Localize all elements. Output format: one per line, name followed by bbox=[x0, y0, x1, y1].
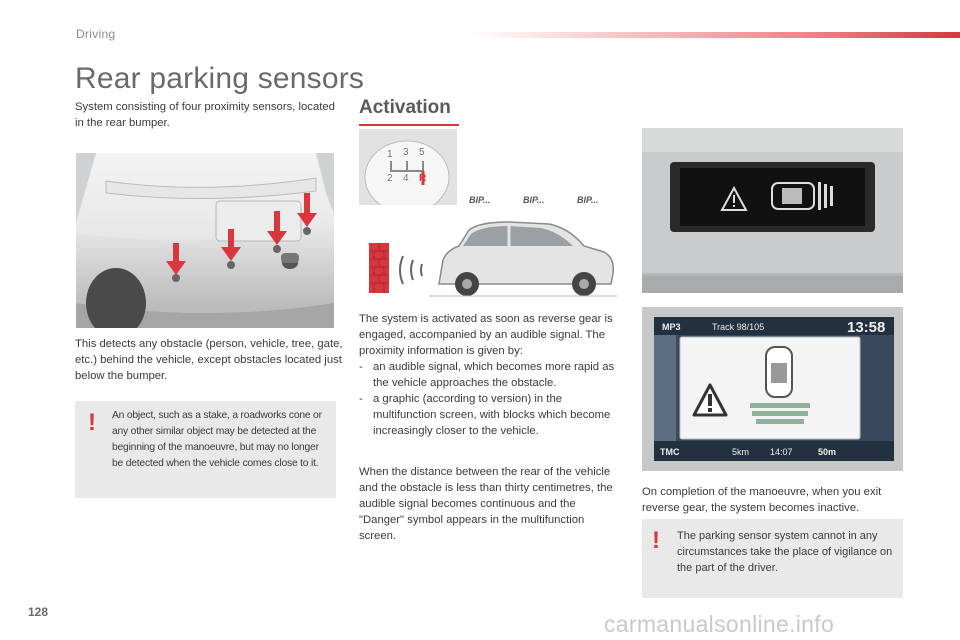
screen-track: Track 98/105 bbox=[712, 322, 765, 332]
bullet-item bbox=[359, 359, 621, 391]
completion-paragraph: On completion of the manoeuvre, when you exit reverse gear, the system becomes inactive. bbox=[642, 486, 882, 514]
intro-paragraph: System consisting of four proximity sensors, located in the rear bumper. bbox=[75, 101, 335, 129]
bullet-item bbox=[359, 391, 621, 439]
section-heading-activation: Activation bbox=[359, 97, 451, 118]
dashboard-screen-illustration bbox=[642, 128, 903, 293]
screen-source: MP3 bbox=[662, 322, 681, 332]
bullet-text: a graphic (according to version) in the multifunction screen, with blocks which become increasingly closer to the vehicle. bbox=[373, 393, 611, 437]
beep-label: BIP... bbox=[523, 195, 545, 205]
detects-paragraph: This detects any obstacle (person, vehicle, tree, gate, etc.) behind the vehicle, except obstacles located just below the bumper. bbox=[75, 338, 343, 382]
note-text: An object, such as a stake, a roadworks cone or any other similar object may be detected at the beginning of the manoeuvre, but may no longer be detected when the vehicle comes close to it. bbox=[112, 410, 322, 469]
dashboard-screen-graphic bbox=[642, 128, 903, 293]
activation-intro: The system is activated as soon as reverse gear is engaged, accompanied by an audible signal. The proximity information is given by: bbox=[359, 313, 613, 357]
warning-note-vigilance bbox=[642, 519, 903, 598]
beep-label: BIP... bbox=[577, 195, 599, 205]
warning-note-object-detection bbox=[75, 401, 336, 498]
gear-number: 1 bbox=[387, 149, 393, 160]
header-accent-bar bbox=[470, 32, 960, 38]
activation-paragraph bbox=[359, 311, 621, 439]
bullet-text: an audible signal, which becomes more rapid as the vehicle approaches the obstacle. bbox=[373, 361, 615, 389]
gear-number: 2 bbox=[387, 173, 393, 184]
page-title: Rear parking sensors bbox=[75, 62, 365, 95]
bullet-dash: - bbox=[359, 361, 363, 373]
multifunction-screen-illustration bbox=[642, 307, 903, 471]
watermark: carmanualsonline.info bbox=[604, 611, 835, 637]
heading-underline bbox=[359, 124, 459, 126]
rear-bumper-illustration bbox=[76, 153, 334, 328]
reversing-car-illustration bbox=[359, 188, 621, 298]
warning-exclamation-icon: ! bbox=[88, 409, 96, 436]
gear-number-reverse: R bbox=[419, 173, 427, 184]
gear-number: 3 bbox=[403, 147, 409, 158]
reversing-car-graphic bbox=[359, 188, 621, 298]
distance-paragraph: When the distance between the rear of the vehicle and the obstacle is less than thirty centimetres, the audible signal becomes continuous and the "Danger" symbol appears in the multifunction screen. bbox=[359, 466, 613, 542]
beep-label: BIP... bbox=[469, 195, 491, 205]
screen-tmc: TMC bbox=[660, 447, 680, 457]
screen-distance: 5km bbox=[732, 447, 750, 457]
section-header: Driving bbox=[76, 27, 116, 41]
bullet-dash: - bbox=[359, 393, 363, 405]
screen-range: 50m bbox=[818, 447, 837, 457]
screen-eta: 14:07 bbox=[770, 447, 793, 457]
page-number: 128 bbox=[28, 605, 49, 619]
rear-bumper-graphic bbox=[76, 153, 334, 328]
gear-number: 5 bbox=[419, 147, 425, 158]
gear-number: 4 bbox=[403, 173, 409, 184]
note-text: The parking sensor system cannot in any circumstances take the place of vigilance on the part of the driver. bbox=[677, 530, 893, 574]
multifunction-screen-graphic bbox=[642, 307, 903, 471]
warning-exclamation-icon: ! bbox=[652, 527, 660, 554]
screen-clock: 13:58 bbox=[847, 319, 886, 336]
